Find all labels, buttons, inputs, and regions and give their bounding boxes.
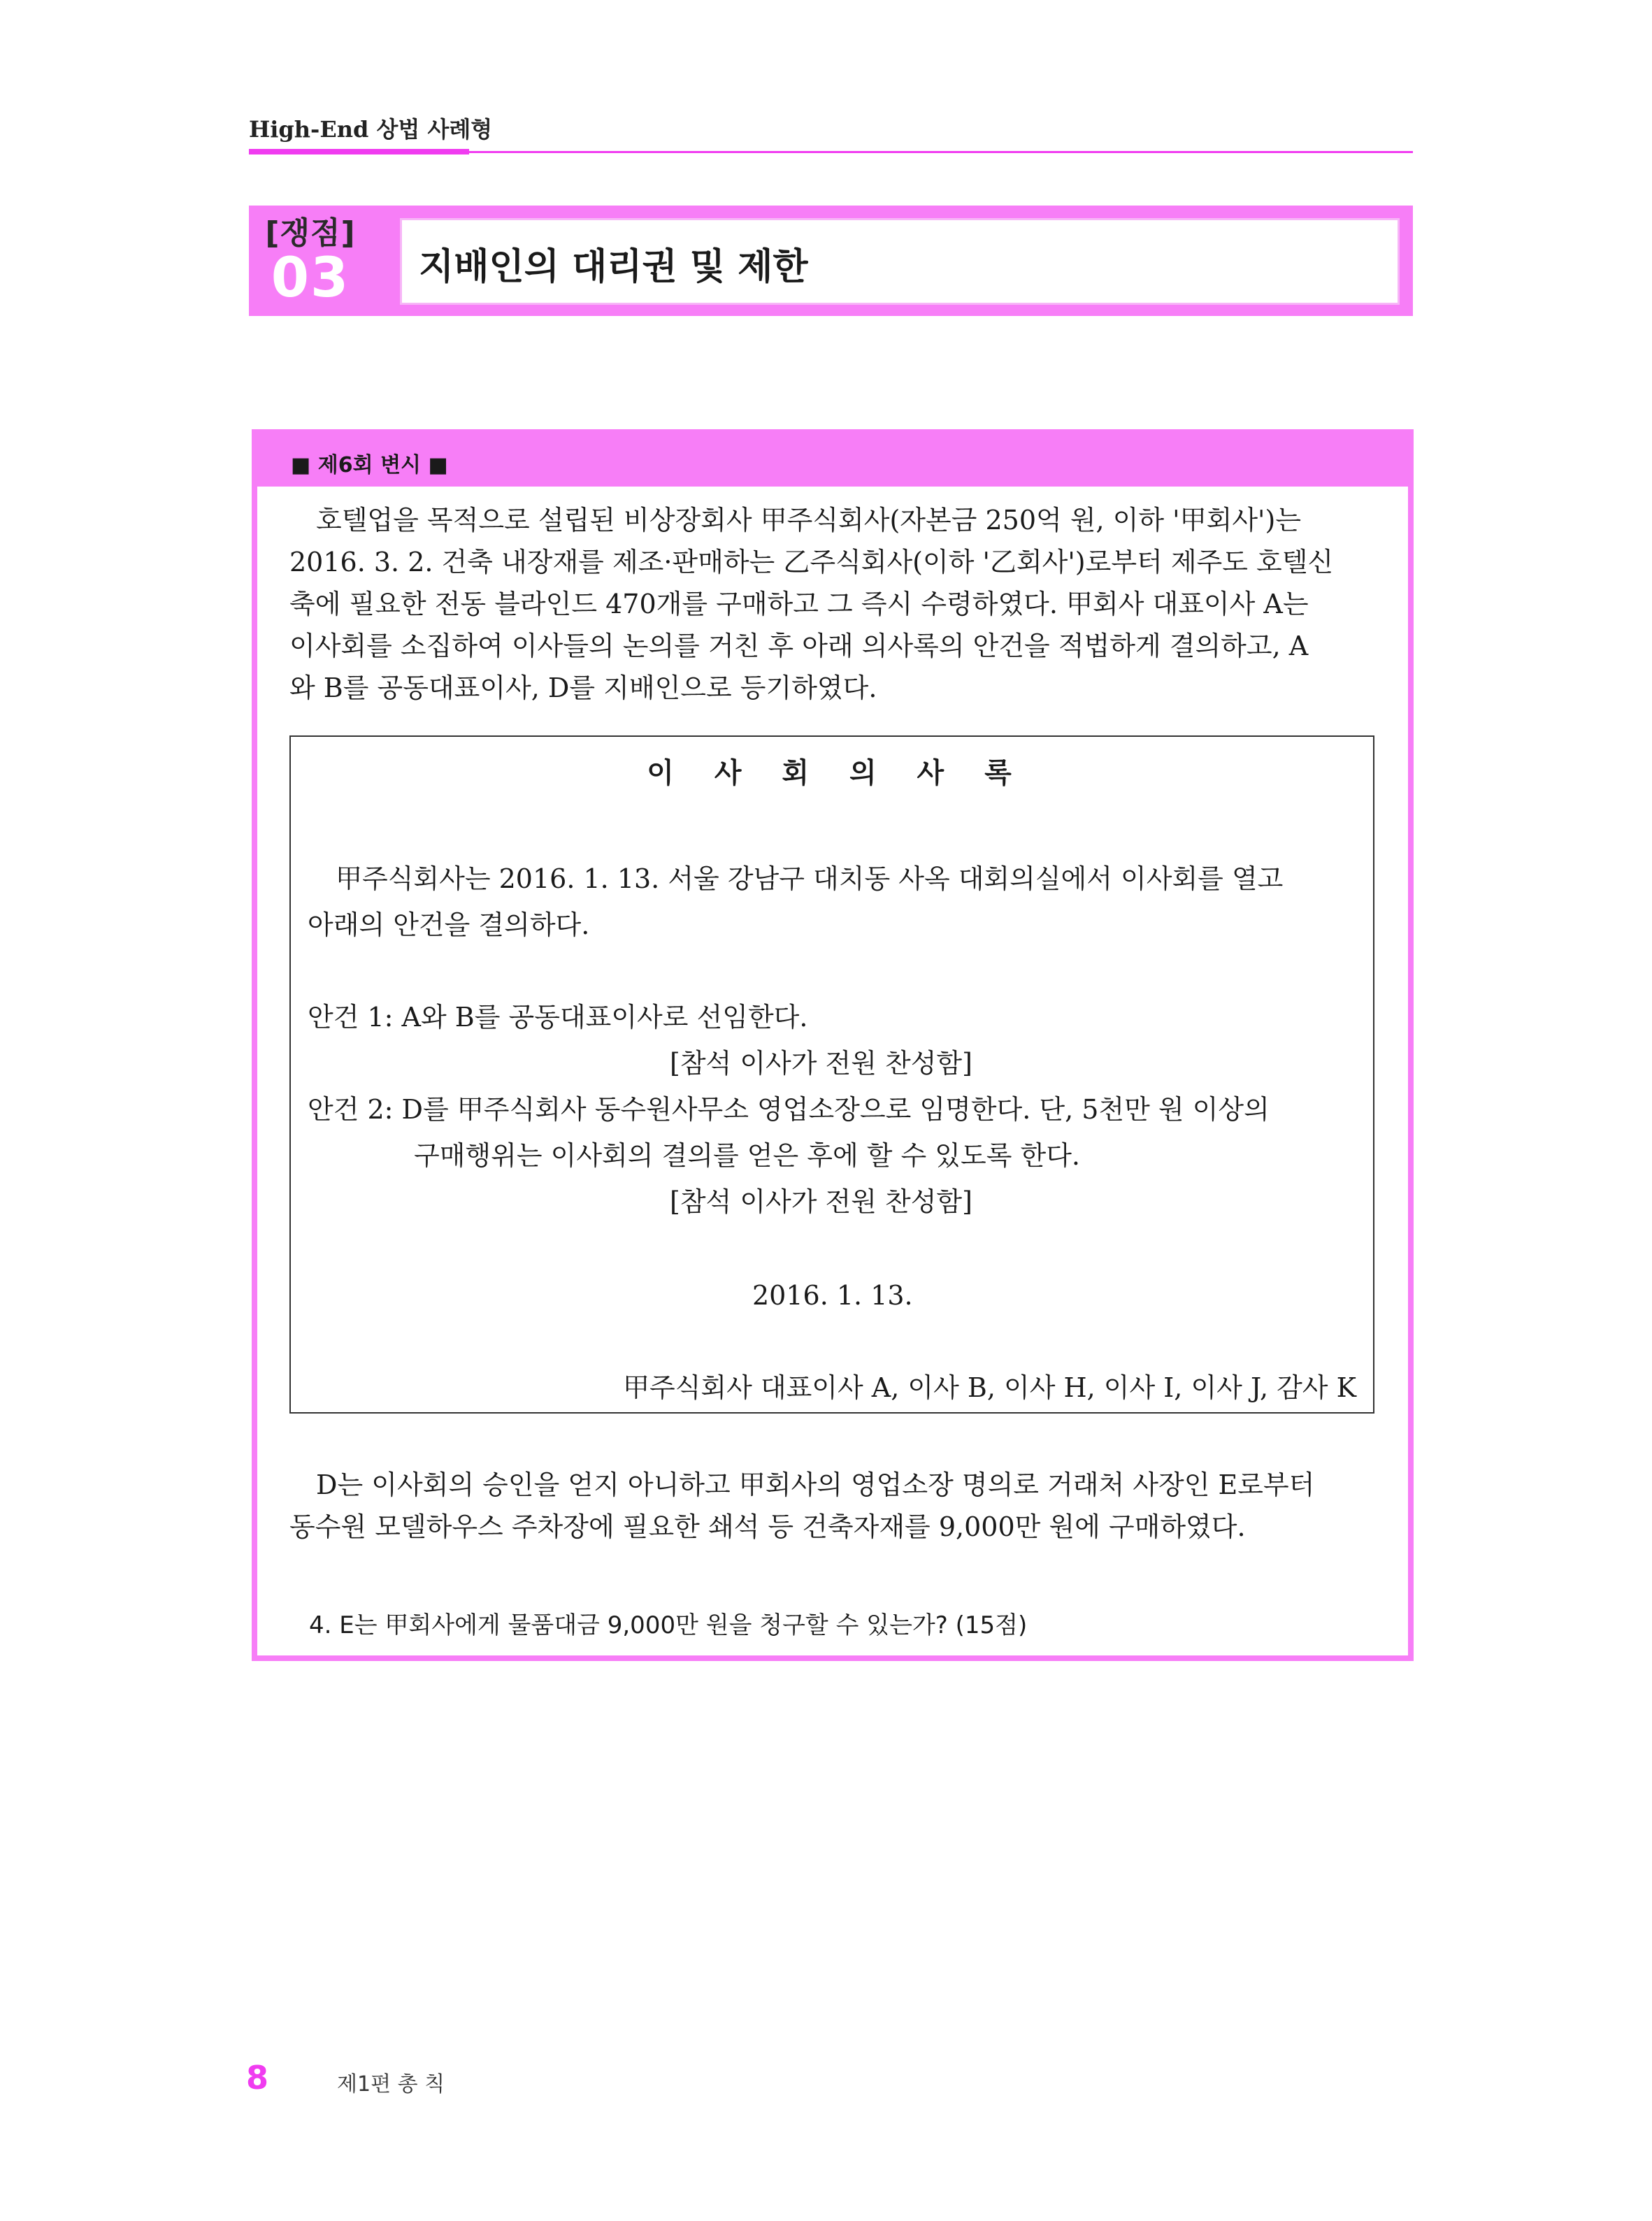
intro-line: 와 B를 공동대표이사, D를 지배인으로 등기하였다. [289, 673, 877, 703]
intro-line: 2016. 3. 2. 건축 내장재를 제조·판매하는 乙주식회사(이하 '乙회사')로부터 제주도 호텔신 [289, 547, 1334, 577]
question: 4. E는 甲회사에게 물품대금 9,000만 원을 청구할 수 있는가? (15점) [309, 1611, 1028, 1639]
minutes-item-1: 안건 1: A와 B를 공동대표이사로 선임한다. [308, 1002, 808, 1033]
minutes-item-2: 안건 2: D를 甲주식회사 동수원사무소 영업소장으로 임명한다. 단, 5천만 원 이상의 [308, 1094, 1270, 1125]
intro-line: 호텔업을 목적으로 설립된 비상장회사 甲주식회사(자본금 250억 원, 이하 '甲회사')는 [316, 505, 1302, 536]
minutes-opening: 아래의 안건을 결의하다. [308, 910, 590, 940]
minutes-item-2-vote: [참석 이사가 전원 찬성함] [670, 1186, 972, 1217]
minutes-item-1-vote: [참석 이사가 전원 찬성함] [670, 1048, 972, 1079]
minutes-item-2: 구매행위는 이사회의 결의를 얻은 후에 할 수 있도록 한다. [414, 1140, 1080, 1171]
intro-line: 이사회를 소집하여 이사들의 논의를 거친 후 아래 의사록의 안건을 적법하게 결의하고, A [289, 631, 1309, 661]
intro-line: 축에 필요한 전동 블라인드 470개를 구매하고 그 즉시 수령하였다. 甲회사 대표이사 A는 [289, 589, 1309, 619]
case-label: ■ 제6회 변시 ■ [291, 453, 448, 477]
header-rule-accent [249, 149, 469, 154]
issue-badge-number: 03 [271, 247, 350, 310]
page-number: 8 [246, 2059, 269, 2097]
page-section: 제1편 총 칙 [337, 2072, 445, 2097]
issue-title-banner [249, 206, 1413, 316]
issue-badge [261, 215, 359, 310]
minutes-signatures: 甲주식회사 대표이사 A, 이사 B, 이사 H, 이사 I, 이사 J, 감사 K [622, 1372, 1356, 1403]
case-header [257, 435, 1408, 487]
minutes-date: 2016. 1. 13. [752, 1280, 913, 1311]
issue-title: 지배인의 대리권 및 제한 [419, 246, 808, 288]
case-box [252, 429, 1414, 1661]
minutes-title: 이 사 회 의 사 록 [647, 756, 1017, 789]
book-title: High-End 상법 사례형 [249, 116, 493, 143]
minutes-opening: 甲주식회사는 2016. 1. 13. 서울 강남구 대치동 사옥 대회의실에서 이사회를 열고 [336, 863, 1284, 894]
closing-line: D는 이사회의 승인을 얻지 아니하고 甲회사의 영업소장 명의로 거래처 사장인 E로부터 [316, 1469, 1315, 1500]
issue-title-panel [400, 218, 1400, 305]
closing-line: 동수원 모델하우스 주차장에 필요한 쇄석 등 건축자재를 9,000만 원에 구매하였다. [289, 1511, 1246, 1542]
issue-badge-label: [쟁점] [265, 215, 356, 251]
board-minutes [289, 735, 1374, 1414]
